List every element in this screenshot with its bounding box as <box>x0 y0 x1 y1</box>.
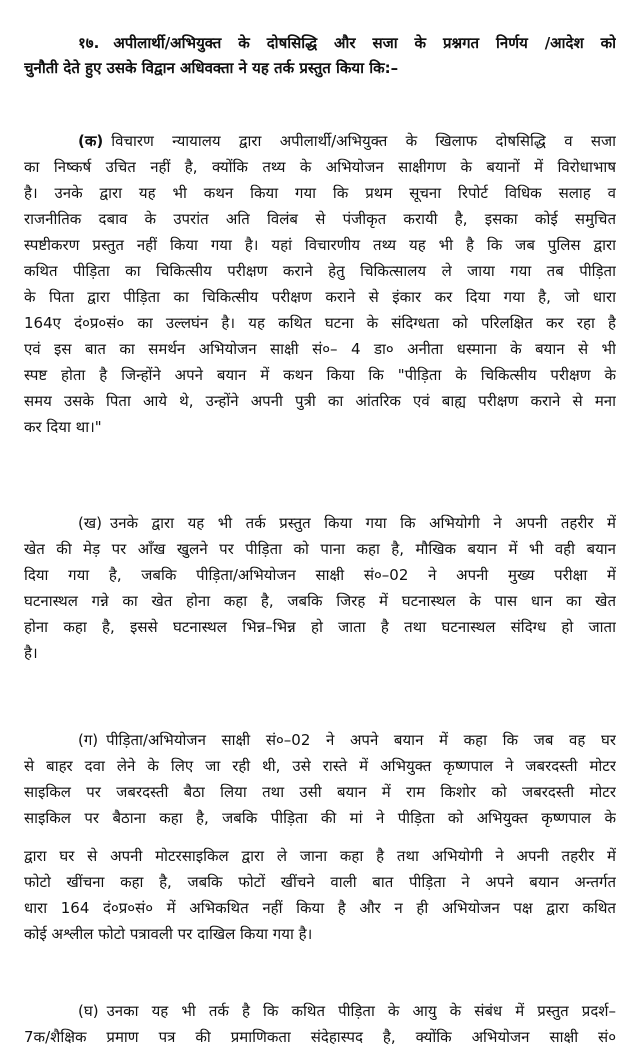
para-kha-line-2: खेत की मेड़ पर आँख खुलने पर पीड़िता को पाना कहा है, मौखिक बयान में भी वही बयान <box>24 540 616 558</box>
heading-text-1: अपीलार्थी/अभियुक्त के दोषसिद्धि और सजा के प्रश्नगत निर्णय /आदेश को <box>113 34 616 52</box>
para-ga-line-7: धारा 164 दं०प्र०सं० में अभिकथित नहीं किया है और न ही अभियोजन पक्ष द्वारा कथित <box>24 899 616 917</box>
para-ga-line-6: फोटो खींचना कहा है, जबकि फोटों खींचने वाली बात पीड़िता ने अपने बयान अन्तर्गत <box>24 873 616 891</box>
para-ga-line-1 <box>78 730 616 750</box>
para-kha-label: (ख) <box>78 514 102 532</box>
para-kha-line-3: दिया गया है, जबकि पीड़िता/अभियोजन साक्षी सं०–02 ने अपनी मुख्य परीक्षा में <box>24 566 616 584</box>
para-ka-line-12: कर दिया था।" <box>24 418 102 436</box>
para-ga-line-8: कोई अश्लील फोटो पत्रावली पर दाखिल किया गया है। <box>24 925 313 943</box>
para-gha-text-1: उनका यह भी तर्क है कि कथित पीड़िता के आयु के संबंध में प्रस्तुत प्रदर्श– <box>106 1002 616 1020</box>
para-ga-line-3: साइकिल पर जबरदस्ती बैठा लिया तथा उसी बयान में राम किशोर को जबरदस्ती मोटर <box>24 783 616 801</box>
para-ga-line-2: से बाहर दवा लेने के लिए जा रही थी, उसे रास्ते में अभियुक्त कृष्णपाल ने जबरदस्ती मोटर <box>24 757 616 775</box>
para-ka-line-1 <box>78 131 616 151</box>
para-ga-line-4: साइकिल पर बैठाना कहा है, जबकि पीड़िता की मां ने पीड़िता को अभियुक्त कृष्णपाल के <box>24 809 616 827</box>
para-gha-line-2: 7क/शैक्षिक प्रमाण पत्र की प्रमाणिकता संदेहास्पद है, क्योंकि अभियोजन साक्षी सं० <box>24 1028 616 1046</box>
para-ka-line-8: 164ए दं०प्र०सं० का उल्लघंन है। यह कथित घटना के संदिग्धता को परिलक्षित कर रहा है <box>24 314 616 332</box>
para-ga-text-1: पीड़िता/अभियोजन साक्षी सं०–02 ने अपने बयान में कहा कि जब वह घर <box>106 731 616 749</box>
para-kha-line-4: घटनास्थल गन्ने का खेत होना कहा है, जबकि जिरह में घटनास्थल के पास धान का खेत <box>24 592 616 610</box>
para-kha-line-5: होना कहा है, इससे घटनास्थल भिन्न–भिन्न हो जाता है तथा घटनास्थल संदिग्ध हो जाता <box>24 618 616 636</box>
para-kha-line-1 <box>78 513 616 533</box>
para-ka-line-2: का निष्कर्ष उचित नहीं है, क्योंकि तथ्य के अभियोजन साक्षीगण के बयानों में विरोधाभाष <box>24 158 616 176</box>
para-ka-line-6: कथित पीड़िता का चिकित्सीय परीक्षण कराने हेतु चिकित्सालय ले जाया गया तब पीड़िता <box>24 262 616 280</box>
para-kha-text-1: उनके द्वारा यह भी तर्क प्रस्तुत किया गया कि अभियोगी ने अपनी तहरीर में <box>109 514 616 532</box>
para-ka-line-4: राजनीतिक दबाव के उपरांत अति विलंब से पंजीकृत करायी है, इसका कोई समुचित <box>24 210 616 228</box>
para-ga-line-5: द्वारा घर से अपनी मोटरसाइकिल द्वारा ले जाना कहा है तथा अभियोगी ने अपनी तहरीर में <box>24 847 616 865</box>
para-ka-line-3: है। उनके द्वारा यह भी कथन किया गया कि प्रथम सूचना रिपोर्ट विधिक सलाह व <box>24 184 616 202</box>
heading-line-2: चुनौती देते हुए उसके विद्वान अधिवक्ता ने यह तर्क प्रस्तुत किया कि:– <box>24 59 399 77</box>
para-ka-line-10: स्पष्ट होता है जिन्होंने अपने बयान में कथन किया कि "पीड़िता के चिकित्सीय परीक्षण के <box>24 366 616 384</box>
para-kha-line-6: है। <box>24 644 38 662</box>
para-gha-line-1 <box>78 1001 616 1021</box>
paragraph-number: १७. <box>78 34 100 52</box>
para-ka-line-7: के पिता द्वारा पीड़िता का चिकित्सीय परीक्षण कराने से इंकार कर दिया गया है, जो धारा <box>24 288 616 306</box>
para-ka-line-9: एवं इस बात का समर्थन अभियोजन साक्षी सं०– 4 डा० अनीता धस्माना के बयान से भी <box>24 340 616 358</box>
para-ka-line-5: स्पष्टीकरण प्रस्तुत नहीं किया गया है। यहां विचारणीय तथ्य यह भी है कि जब पुलिस द्वारा <box>24 236 616 254</box>
para-ka-line-11: समय उसके पिता आये थे, उन्होंने अपनी पुत्री का आंतरिक एवं बाह्य परीक्षण कराने से मना <box>24 392 616 410</box>
heading-line-1 <box>78 33 616 53</box>
para-ga-label: (ग) <box>78 731 99 749</box>
para-ka-label: (क) <box>78 132 104 150</box>
para-ka-text-1: विचारण न्यायालय द्वारा अपीलार्थी/अभियुक्त के खिलाफ दोषसिद्धि व सजा <box>111 132 616 150</box>
para-gha-label: (घ) <box>78 1002 99 1020</box>
